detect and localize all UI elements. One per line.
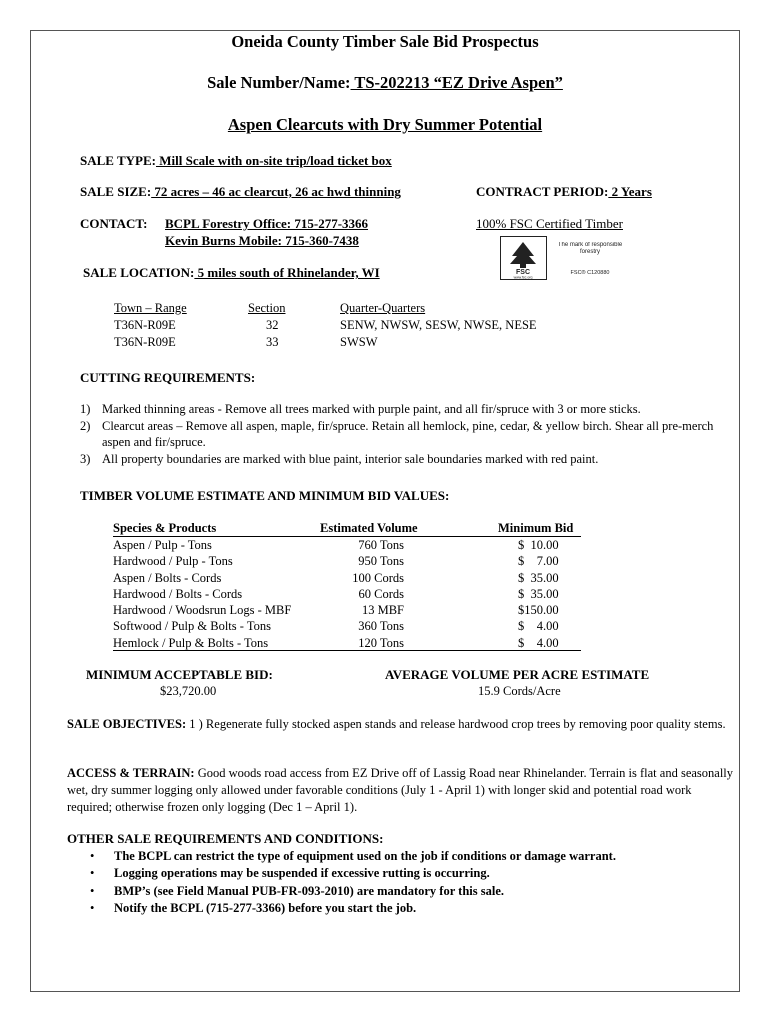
- fsc-note: 100% FSC Certified Timber: [476, 216, 623, 231]
- vol-header-bid: Minimum Bid: [498, 521, 574, 535]
- contract-period-label: CONTRACT PERIOD:: [476, 184, 609, 199]
- table-row: $ 10.00: [518, 538, 559, 552]
- objectives-text: 1 ) Regenerate fully stocked aspen stands and release hardwood crop trees by removing poor quality stems.: [186, 717, 726, 731]
- cutting-list: [80, 401, 730, 467]
- table-row: 33: [266, 335, 279, 349]
- table-row: $ 7.00: [518, 554, 559, 569]
- access-label: ACCESS & TERRAIN:: [67, 766, 195, 780]
- table-row: 32: [266, 318, 279, 332]
- sale-name-value: TS-202213 “EZ Drive Aspen”: [350, 73, 563, 92]
- table-row: $ 35.00: [518, 586, 559, 601]
- fsc-logo-url: www.fsc.org: [513, 275, 533, 280]
- avg-volume-value: 15.9 Cords/Acre: [478, 684, 561, 698]
- contact-mobile: Kevin Burns Mobile: 715-360-7438: [165, 233, 359, 248]
- list-item: 1) Marked thinning areas - Remove all trees marked with purple paint, and all fir/spruce with 3 or more sticks.: [80, 402, 641, 416]
- fsc-logo: [500, 236, 630, 280]
- table-row: 120 Tons: [358, 635, 404, 650]
- table-row: $ 4.00: [518, 635, 559, 650]
- fsc-logo-mark-text: The mark of responsible forestry: [557, 242, 623, 255]
- table-row: Softwood / Pulp & Bolts - Tons: [113, 619, 271, 634]
- sale-name-label: Sale Number/Name:: [207, 73, 351, 92]
- table-row: Aspen / Pulp - Tons: [113, 538, 212, 552]
- subtitle: Aspen Clearcuts with Dry Summer Potential: [227, 115, 543, 134]
- sale-objectives: [67, 716, 737, 733]
- min-bid-value: $23,720.00: [160, 684, 217, 698]
- table-row: $ 4.00: [518, 619, 559, 634]
- list-item: • Notify the BCPL (715-277-3366) before you start the job.: [90, 900, 417, 915]
- table-row: $ 35.00: [518, 570, 559, 585]
- sale-location-label: SALE LOCATION:: [83, 265, 195, 280]
- list-item: • The BCPL can restrict the type of equipment used on the job if conditions or damage warrant.: [90, 849, 616, 863]
- table-row: 360 Tons: [358, 619, 404, 634]
- fsc-logo-brand: FSC: [516, 269, 530, 276]
- min-bid-label: MINIMUM ACCEPTABLE BID:: [86, 667, 273, 682]
- table-row: 60 Cords: [358, 586, 404, 601]
- vol-header-species: Species & Products: [113, 521, 217, 535]
- contract-period: [476, 184, 652, 200]
- table-row: Aspen / Bolts - Cords: [113, 570, 222, 585]
- table-row: 13 MBF: [361, 603, 404, 618]
- vol-volume-column: [300, 537, 404, 651]
- table-row: Hemlock / Pulp & Bolts - Tons: [113, 635, 269, 650]
- access-text: Good woods road access from EZ Drive off of Lassig Road near Rhinelander. Terrain is flat and seasonally wet, dry summer logging only allowed under favorable conditions (July 1 - April 1) with longer skid and potential road work required; otherwise frozen only logging (Dec 1 – April 1).: [67, 766, 734, 814]
- table-row: 100 Cords: [352, 570, 404, 585]
- contact-office: BCPL Forestry Office: 715-277-3366: [165, 216, 369, 231]
- sale-type-label: SALE TYPE:: [80, 153, 156, 168]
- vol-bid-column: [518, 537, 568, 651]
- contact-label: CONTACT:: [80, 216, 148, 231]
- sale-type-value: Mill Scale with on-site trip/load ticket box: [155, 153, 392, 168]
- fsc-logo-graphic: [500, 236, 630, 280]
- cutting-heading: CUTTING REQUIREMENTS:: [80, 370, 256, 385]
- table-row: Hardwood / Bolts - Cords: [113, 586, 243, 601]
- volume-heading: TIMBER VOLUME ESTIMATE AND MINIMUM BID VALUES:: [80, 488, 450, 503]
- objectives-label: SALE OBJECTIVES:: [67, 717, 187, 731]
- fsc-logo-code: FSC® C120880: [570, 270, 610, 276]
- table-row: T36N-R09E: [114, 318, 176, 332]
- avg-volume-label: AVERAGE VOLUME PER ACRE ESTIMATE: [385, 667, 650, 682]
- sale-location: [83, 265, 380, 281]
- access-terrain: [67, 765, 737, 816]
- table-row: SENW, NWSW, SESW, NWSE, NESE: [340, 318, 537, 332]
- list-item: • Logging operations may be suspended if excessive rutting is occurring.: [90, 866, 490, 881]
- sale-size-label: SALE SIZE:: [80, 184, 152, 199]
- contract-period-value: 2 Years: [608, 184, 652, 199]
- other-requirements-list: [80, 848, 616, 917]
- table-row: T36N-R09E: [114, 335, 176, 349]
- table-row: SWSW: [340, 335, 378, 349]
- sale-name: [0, 73, 770, 93]
- table-row: 950 Tons: [358, 554, 404, 569]
- page-title: Oneida County Timber Sale Bid Prospectus: [231, 32, 539, 51]
- table-row: 760 Tons: [358, 538, 404, 552]
- loc-header-section: Section: [248, 301, 286, 315]
- table-row: Hardwood / Pulp - Tons: [113, 554, 233, 569]
- other-heading: OTHER SALE REQUIREMENTS AND CONDITIONS:: [67, 831, 384, 846]
- list-item: 2) Clearcut areas – Remove all aspen, maple, fir/spruce. Retain all hemlock, pine, cedar, & yellow birch. Shear all pre-merch aspen and fir/spruce.: [80, 418, 714, 449]
- list-item: • BMP’s (see Field Manual PUB-FR-093-2010) are mandatory for this sale.: [90, 883, 504, 898]
- loc-header-qq: Quarter-Quarters: [340, 301, 426, 315]
- sale-type: [80, 153, 392, 169]
- table-row: $150.00: [518, 603, 559, 618]
- loc-header-town: Town – Range: [114, 301, 187, 315]
- sale-location-value: 5 miles south of Rhinelander, WI: [194, 265, 380, 280]
- sale-size-value: 72 acres – 46 ac clearcut, 26 ac hwd thinning: [151, 184, 401, 199]
- table-row: Hardwood / Woodsrun Logs - MBF: [113, 603, 292, 618]
- sale-size: [80, 184, 401, 200]
- list-item: 3) All property boundaries are marked with blue paint, interior sale boundaries marked with red paint.: [80, 451, 599, 466]
- vol-header-volume: Estimated Volume: [320, 521, 418, 535]
- vol-species-column: [113, 537, 291, 651]
